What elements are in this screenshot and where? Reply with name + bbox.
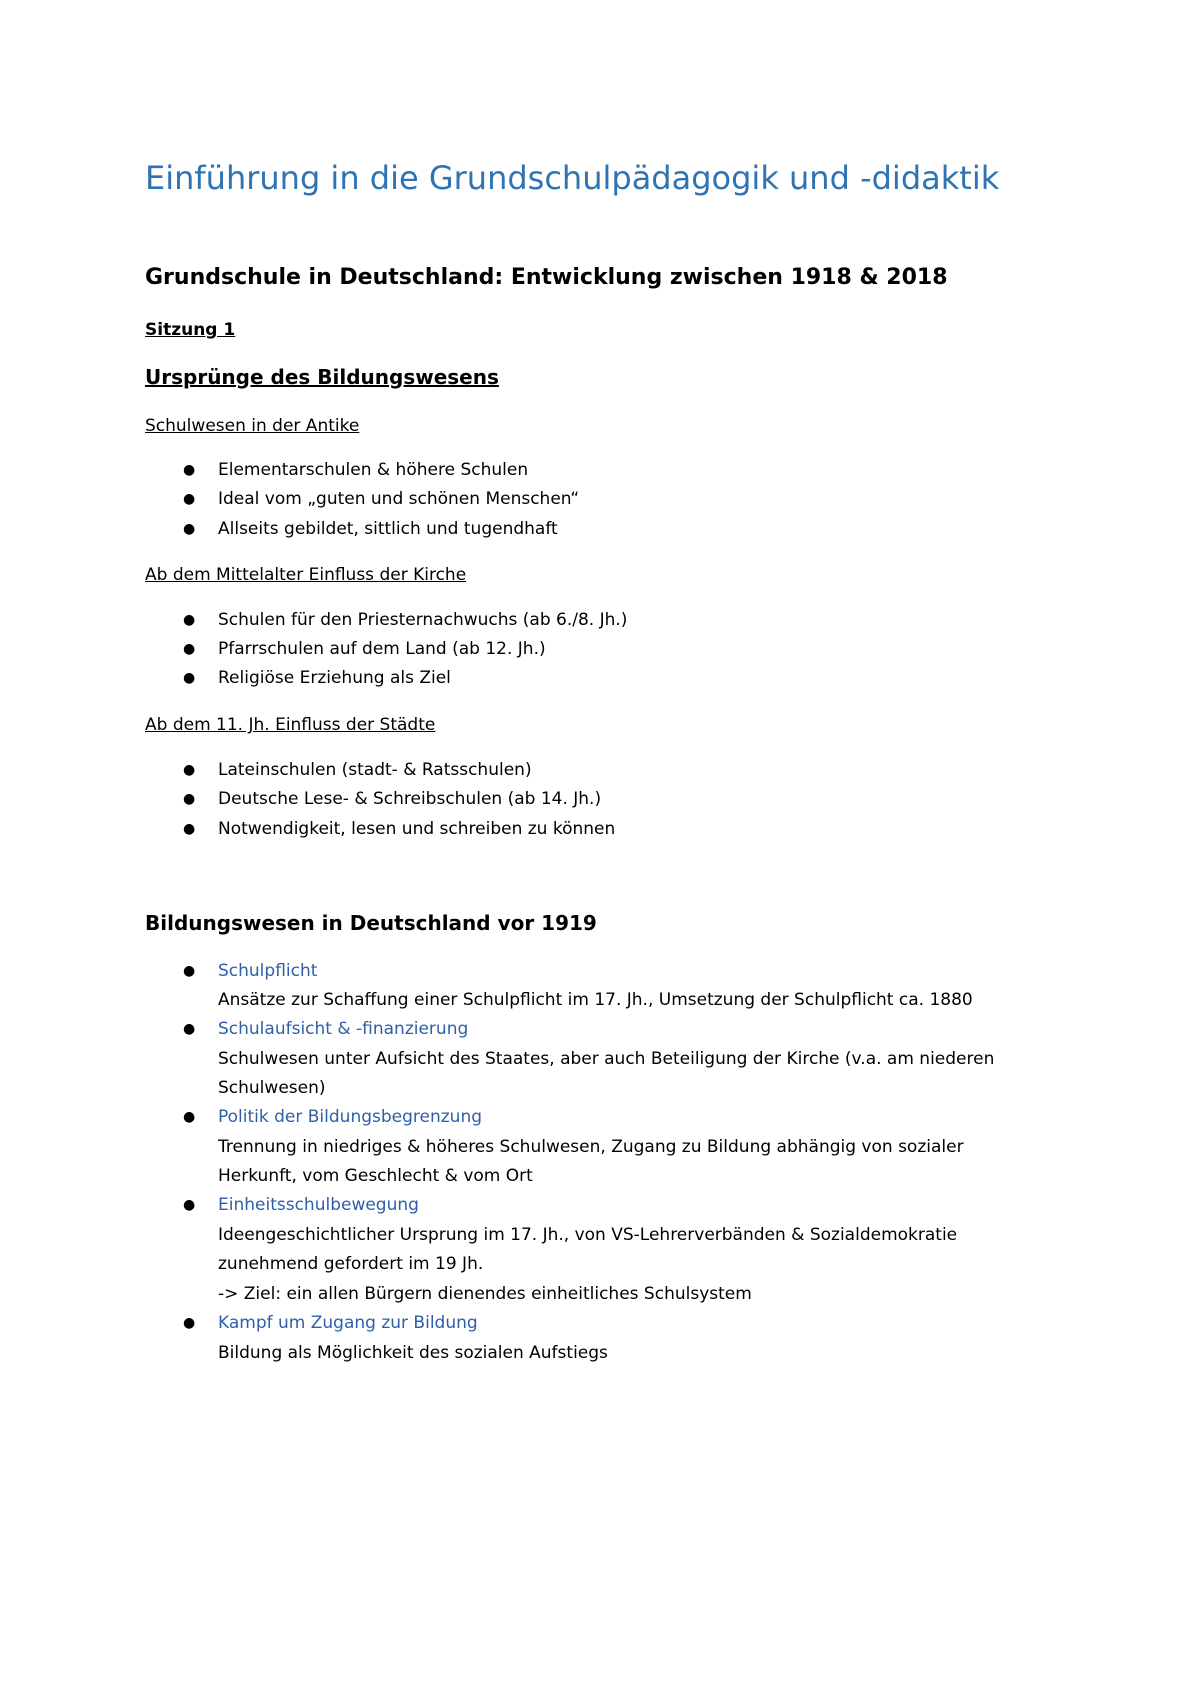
list-item-text: Religiöse Erziehung als Ziel (218, 668, 451, 688)
bullet-icon: ● (183, 1109, 196, 1125)
bullet-icon: ● (183, 762, 196, 778)
group-heading-staedte: Ab dem 11. Jh. Einfluss der Städte (145, 715, 436, 735)
bullet-icon: ● (183, 612, 196, 628)
section-heading-origins: Ursprünge des Bildungswesens (145, 365, 499, 389)
bullet-icon: ● (183, 1315, 196, 1331)
list-item-text: Lateinschulen (stadt- & Ratsschulen) (218, 760, 532, 780)
list-item-term: Schulpflicht (218, 961, 318, 981)
list-item-text: Deutsche Lese- & Schreibschulen (ab 14. Jh.) (218, 789, 602, 809)
list-item-text: zunehmend gefordert im 19 Jh. (218, 1254, 484, 1274)
list-item-text: Trennung in niedriges & höheres Schulwesen, Zugang zu Bildung abhängig von sozialer (218, 1137, 964, 1157)
list-item-term: Schulaufsicht & -finanzierung (218, 1019, 469, 1039)
section-heading-before-1919: Bildungswesen in Deutschland vor 1919 (145, 911, 597, 935)
bullet-icon: ● (183, 821, 196, 837)
list-item-text: Bildung als Möglichkeit des sozialen Aufstiegs (218, 1343, 608, 1363)
list-item-term: Einheitsschulbewegung (218, 1195, 419, 1215)
document-title: Einführung in die Grundschulpädagogik und -didaktik (145, 159, 1000, 197)
list-item-text: Schulwesen unter Aufsicht des Staates, aber auch Beteiligung der Kirche (v.a. am niederen (218, 1049, 995, 1069)
list-item-text: Notwendigkeit, lesen und schreiben zu können (218, 819, 616, 839)
list-item-text: Ideengeschichtlicher Ursprung im 17. Jh., von VS-Lehrerverbänden & Sozialdemokratie (218, 1225, 958, 1245)
list-item-text: Ideal vom „guten und schönen Menschen“ (218, 489, 580, 509)
list-item-text: Herkunft, vom Geschlecht & vom Ort (218, 1166, 533, 1186)
group-heading-mittelalter: Ab dem Mittelalter Einfluss der Kirche (145, 565, 467, 585)
document-subtitle: Grundschule in Deutschland: Entwicklung zwischen 1918 & 2018 (145, 265, 948, 290)
bullet-icon: ● (183, 963, 196, 979)
list-item-text: Elementarschulen & höhere Schulen (218, 460, 529, 480)
bullet-icon: ● (183, 641, 196, 657)
bullet-icon: ● (183, 1021, 196, 1037)
list-item-text: Schulen für den Priesternachwuchs (ab 6./8. Jh.) (218, 610, 628, 630)
list-item-term: Kampf um Zugang zur Bildung (218, 1313, 478, 1333)
bullet-icon: ● (183, 670, 196, 686)
group-heading-antike: Schulwesen in der Antike (145, 416, 360, 436)
session-label: Sitzung 1 (145, 320, 236, 340)
list-item-text: Ansätze zur Schaffung einer Schulpflicht im 17. Jh., Umsetzung der Schulpflicht ca. 1880 (218, 990, 973, 1010)
list-item-text: Pfarrschulen auf dem Land (ab 12. Jh.) (218, 639, 546, 659)
bullet-icon: ● (183, 1197, 196, 1213)
list-item-text: Schulwesen) (218, 1078, 326, 1098)
bullet-icon: ● (183, 521, 196, 537)
list-item-text: Allseits gebildet, sittlich und tugendhaft (218, 519, 558, 539)
list-item-text: -> Ziel: ein allen Bürgern dienendes einheitliches Schulsystem (218, 1284, 752, 1304)
bullet-icon: ● (183, 491, 196, 507)
list-item-term: Politik der Bildungsbegrenzung (218, 1107, 483, 1127)
bullet-icon: ● (183, 462, 196, 478)
bullet-icon: ● (183, 791, 196, 807)
